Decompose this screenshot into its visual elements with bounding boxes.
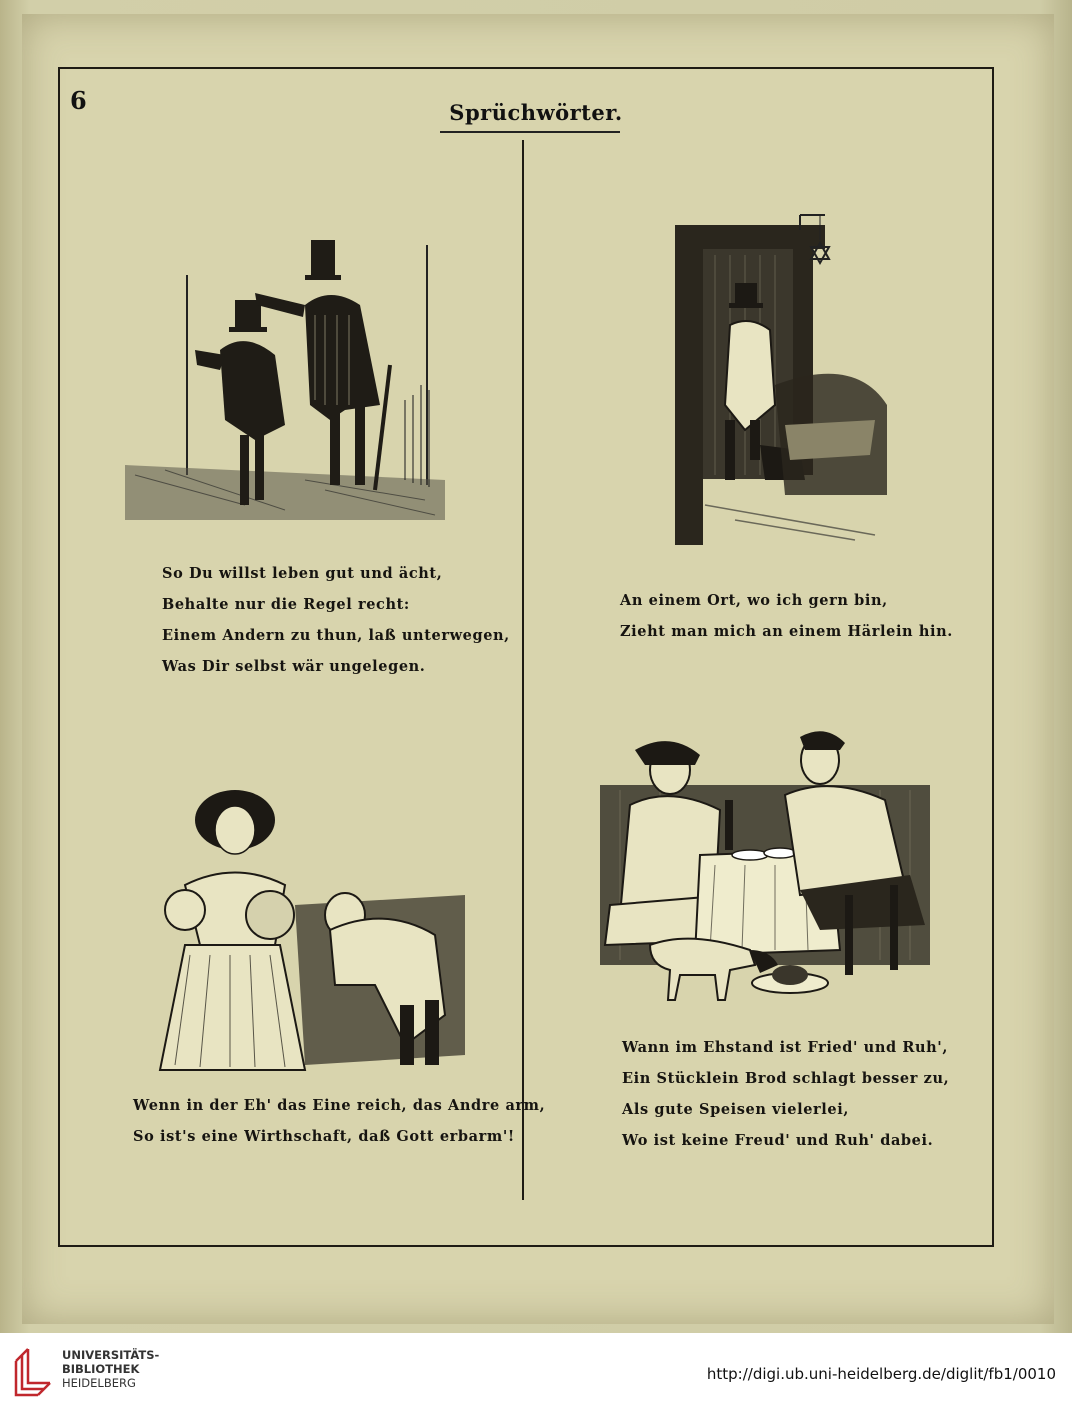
illustration-two-gentlemen: [125, 225, 445, 520]
verse-2: [620, 585, 953, 647]
verse-line: Was Dir selbst wär ungelegen.: [162, 658, 426, 675]
illustration-lady-and-suitor: [145, 785, 465, 1075]
verse-line: Einem Andern zu thun, laß unterwegen,: [162, 627, 510, 644]
verse-line: An einem Ort, wo ich gern bin,: [620, 592, 888, 609]
page-number: 6: [70, 86, 87, 115]
verse-3: [133, 1090, 545, 1152]
verse-line: Wann im Ehstand ist Fried' und Ruh',: [622, 1039, 948, 1056]
library-name: [62, 1348, 159, 1390]
title-underline: [440, 131, 620, 133]
verse-line: So ist's eine Wirthschaft, daß Gott erbarm'!: [133, 1128, 515, 1145]
footer-bar: [0, 1333, 1072, 1409]
verse-1: [162, 558, 510, 682]
library-name-line1: UNIVERSITÄTS-: [62, 1348, 160, 1362]
illustration-couple-at-table: [600, 725, 930, 1010]
verse-line: Wo ist keine Freud' und Ruh' dabei.: [622, 1132, 934, 1149]
verse-line: Zieht man mich an einem Härlein hin.: [620, 623, 953, 640]
library-name-line3: HEIDELBERG: [62, 1376, 136, 1390]
library-name-line2: BIBLIOTHEK: [62, 1362, 140, 1376]
library-logo-icon: [10, 1343, 56, 1401]
verse-line: Ein Stücklein Brod schlagt besser zu,: [622, 1070, 950, 1087]
verse-line: Behalte nur die Regel recht:: [162, 596, 410, 613]
source-url[interactable]: http://digi.ub.uni-heidelberg.de/diglit/fb1/0010: [706, 1365, 1056, 1383]
column-divider: [522, 140, 524, 1200]
verse-4: [622, 1032, 949, 1156]
verse-line: Wenn in der Eh' das Eine reich, das Andre arm,: [133, 1097, 546, 1114]
illustration-man-in-doorway: [625, 205, 895, 555]
page-title: Sprüchwörter.: [449, 100, 623, 125]
verse-line: So Du willst leben gut und ächt,: [162, 565, 443, 582]
verse-line: Als gute Speisen vielerlei,: [622, 1101, 849, 1118]
